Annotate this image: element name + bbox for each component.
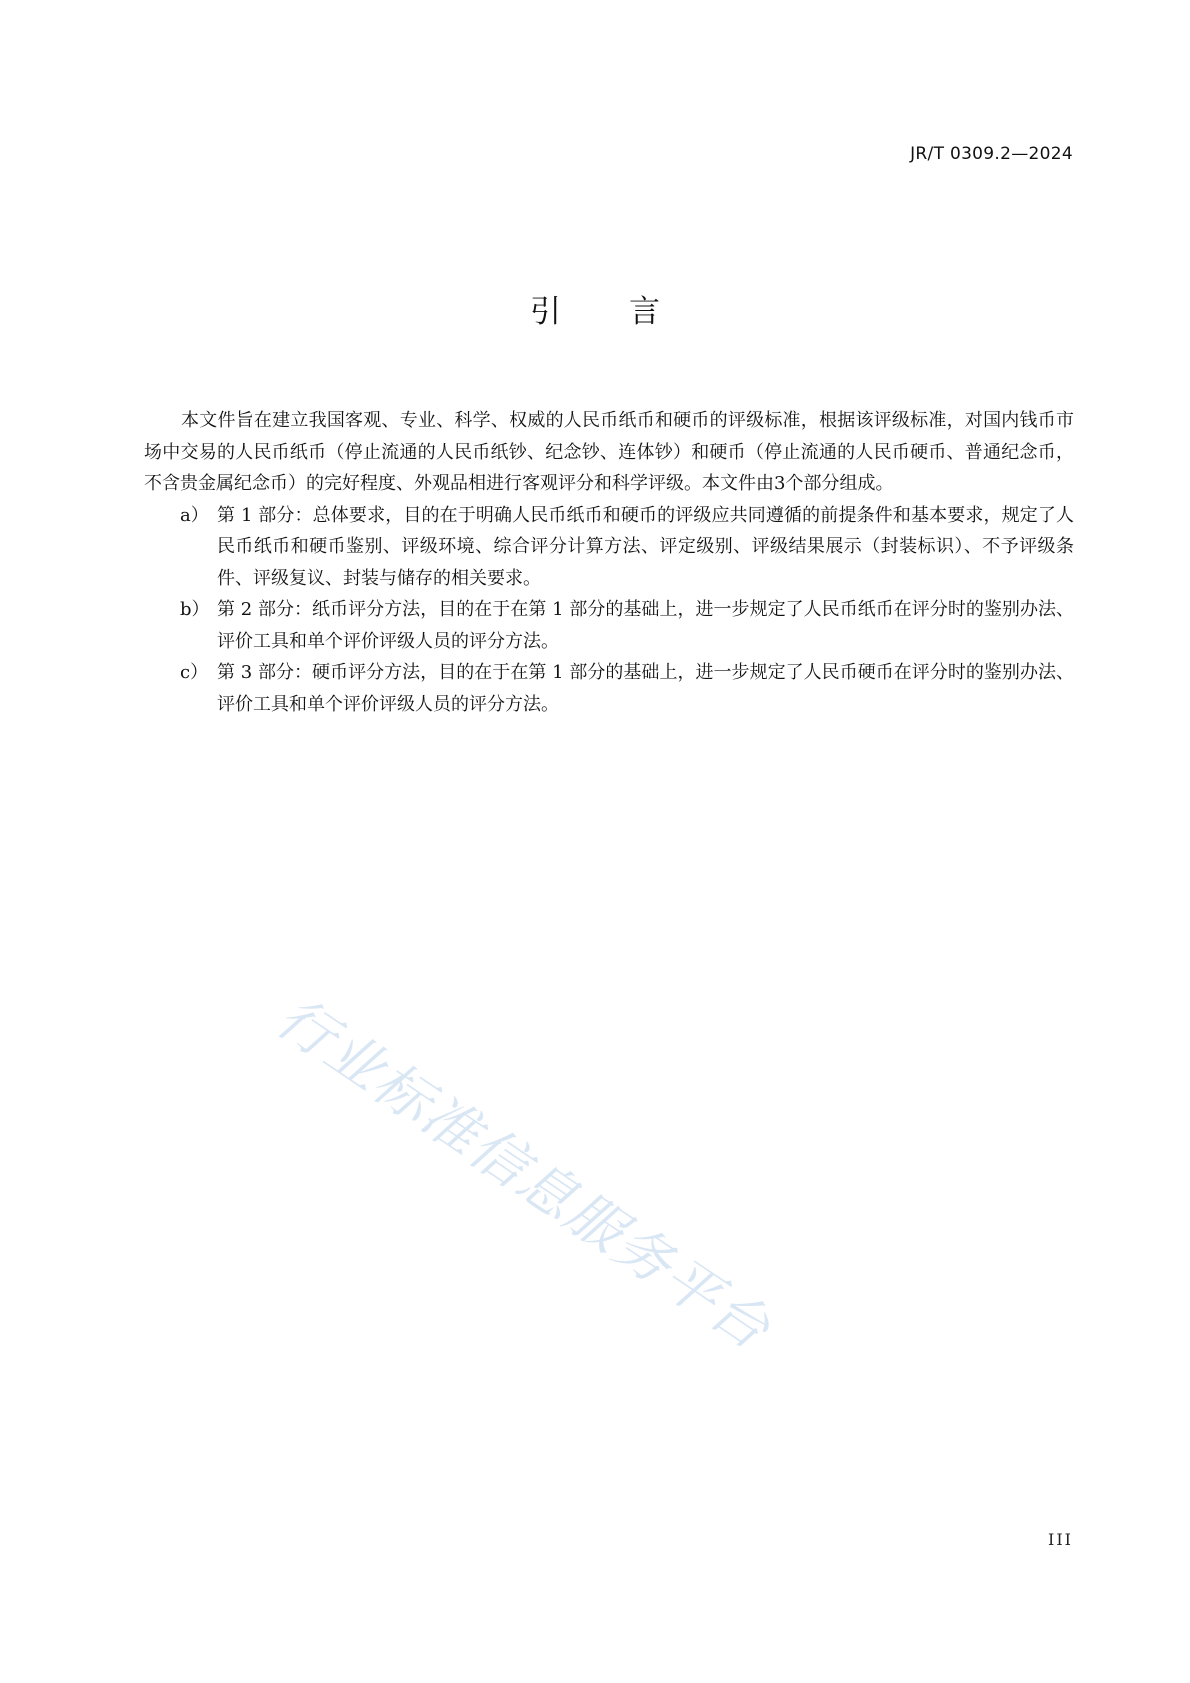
list-marker: c） xyxy=(180,662,209,683)
watermark: 行业标准信息服务平台 xyxy=(264,984,783,1364)
list-item xyxy=(144,657,1074,720)
intro-paragraph: 本文件旨在建立我国客观、专业、科学、权威的人民币纸币和硬币的评级标准，根据该评级标准，对国内钱币市场中交易的人民币纸币（停止流通的人民币纸钞、纪念钞、连体钞）和硬币（停止流通的人民币硬币、普通纪念币，不含贵金属纪念币）的完好程度、外观品相进行客观评分和科学评级。本文件由3个部分组成。 xyxy=(144,410,1074,494)
page-number: III xyxy=(1048,1530,1073,1549)
document-code: JR/T 0309.2—2024 xyxy=(910,144,1073,164)
page-title: 引言 xyxy=(530,294,728,330)
list-marker: b） xyxy=(180,599,210,620)
document-body xyxy=(144,405,1074,720)
list-item-text: 第 2 部分：纸币评分方法，目的在于在第 1 部分的基础上，进一步规定了人民币纸币在评分时的鉴别办法、评价工具和单个评价评级人员的评分方法。 xyxy=(217,599,1074,652)
list-item-text: 第 1 部分：总体要求，目的在于明确人民币纸币和硬币的评级应共同遵循的前提条件和基本要求，规定了人民币纸币和硬币鉴别、评级环境、综合评分计算方法、评定级别、评级结果展示（封装标识）、不予评级条件、评级复议、封装与储存的相关要求。 xyxy=(217,504,1074,589)
list-item xyxy=(144,594,1074,657)
list-item-text: 第 3 部分：硬币评分方法，目的在于在第 1 部分的基础上，进一步规定了人民币硬币在评分时的鉴别办法、评价工具和单个评价评级人员的评分方法。 xyxy=(217,662,1074,715)
list-marker: a） xyxy=(180,504,209,526)
list-item xyxy=(144,500,1074,595)
parts-list xyxy=(144,500,1074,721)
